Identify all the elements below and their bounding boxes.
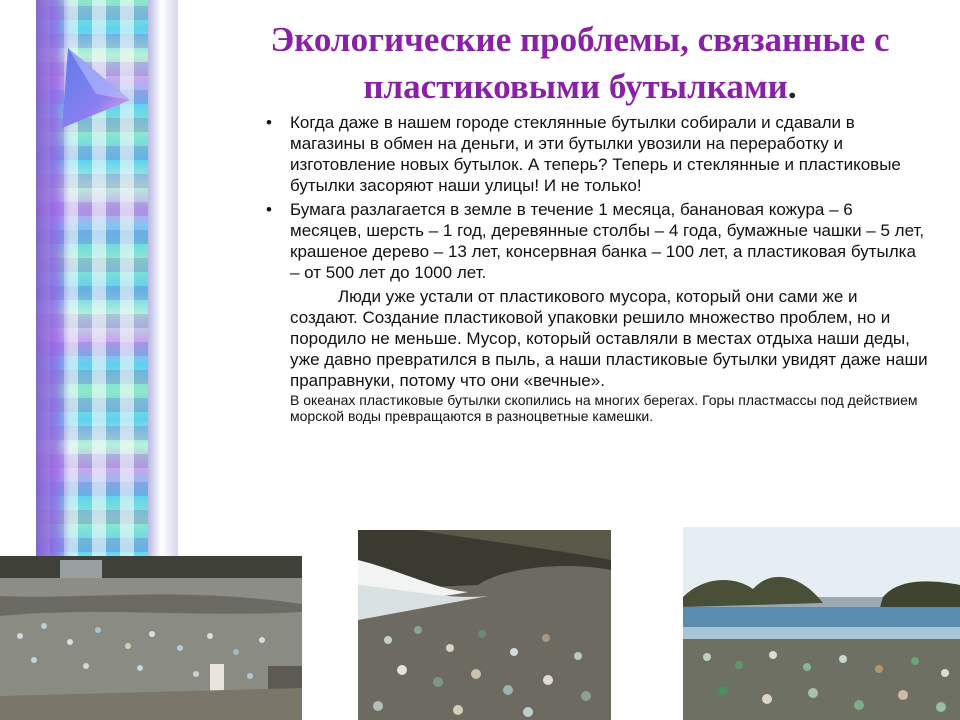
glass-pebble-beach-photo [358, 530, 611, 720]
title-line-1: Экологические проблемы, связанные с [270, 20, 890, 59]
slide-body [266, 112, 928, 424]
slide-title [210, 16, 950, 110]
bullet-item [266, 112, 928, 196]
title-line-2: пластиковыми бутылками [363, 67, 788, 106]
bullet-item [266, 199, 928, 283]
bullet-marker: • [266, 113, 272, 132]
play-arrow-icon [56, 42, 136, 132]
bullet-marker: • [266, 200, 272, 219]
polluted-shore-photo [0, 556, 302, 720]
rocky-coast-glass-beach-photo [683, 527, 960, 720]
bullet-text: Когда даже в нашем городе стеклянные бутылки собирали и сдавали в магазины в обмен на деньги, и эти бутылки увозили на переработку и изготовление новых бутылок. А теперь? Теперь и стеклянные и пластиковые бутылки засоряют наши улицы! И не только! [290, 113, 901, 195]
body-paragraph: Люди уже устали от пластикового мусора, который они сами же и создают. Создание пластиковой упаковки решило множество проблем, но и породило не меньше. Мусор, который оставляли в местах отдыха наши деды, уже давно превратился в пыль, а наши пластиковые бутылки увидят даже наши праправнуки, потому что они «вечные». [290, 287, 928, 390]
small-note: В океанах пластиковые бутылки скопились на многих берегах. Горы пластмассы под действием морской воды превращаются в разноцветные камешки. [290, 392, 918, 424]
bullet-text: Бумага разлагается в земле в течение 1 месяца, банановая кожура – 6 месяцев, шерсть – 1 год, деревянные столбы – 4 года, бумажные чашки – 5 лет, крашеное дерево – 13 лет, консервная банка – 100 лет, а пластиковая бутылка – от 500 лет до 1000 лет. [290, 200, 925, 282]
title-dot: . [787, 67, 797, 106]
